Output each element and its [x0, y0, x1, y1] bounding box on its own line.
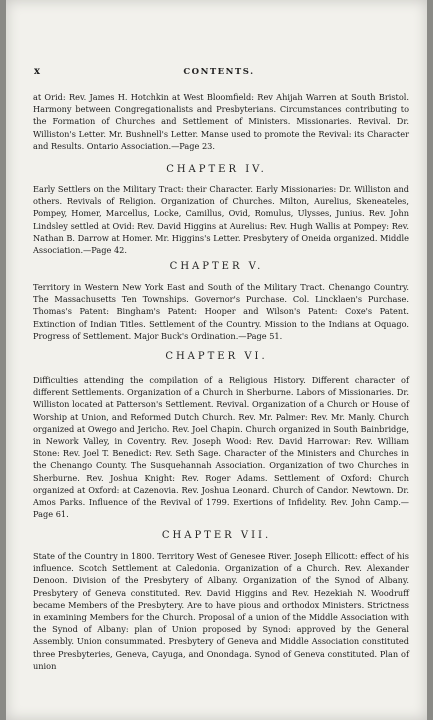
chapter-7-heading: CHAPTER VII. — [161, 530, 272, 541]
page-number: x — [34, 66, 40, 77]
chapter-4-heading: CHAPTER IV. — [166, 164, 267, 175]
chapter-6-paragraph: Difficulties attending the compilation of a Religious History. Different character of different Settlements. Organization of a Church in Sherburne. Labors of Missionaries. Dr. Williston located at Patterson's Settlement. Revival. Organization of a Church or House of Worship at Union, and Reformed Dutch Church. Rev. Mr. Palmer: Rev. Mr. Manly. Church organized at Owego and Jericho. Rev. Joel Chapin. Church organized in South Bainbridge, in Nework Valley, in Coventry. Rev. Joseph Wood: Rev. David Harrowar: Rev. William Stone: Rev. Joel T. Benedict: Rev. Seth Sage. Character of the Ministers and Churches in the Chenango County. The Susquehannah Association. Organization of two Churches in Sherburne. Rev. Joshua Knight: Rev. Roger Adams. Settlement of Oxford: Church organized at Oxford: at Cazenovia. Rev. Joshua Leonard. Church of Candor. Newtown. Dr. Amos Parks. Influence of the Revival of 1799. Exertions of Infidelity. Rev. John Camp.—Page 61. — [33, 375, 409, 520]
chapter-5-paragraph: Territory in Western New York East and South of the Military Tract. Chenango Country. The Massachusetts Ten Townships. Governor's Purchase. Col. Lincklaen's Purchase. Thomas's Patent: Bingham's Patent: Hooper and Wilson's Patent: Coxe's Patent. Extinction of Indian Titles. Settlement of the Country. Mission to the Indians at Oquago. Progress of Settlement. Major Buck's Ordination.—Page 51. — [33, 282, 409, 341]
chapter-4-paragraph: Early Settlers on the Military Tract: their Character. Early Missionaries: Dr. Williston and others. Revivals of Religion. Organization of Churches. Milton, Aurelius, Skeneateles, Pompey, Homer, Marcellus, Locke, Camillus, Ovid, Romulus, Ulysses, Junius. Rev. John Lindsley settled at Ovid: Rev. David Higgins at Aurelius: Rev. Hugh Wallis at Pompey: Rev. Nathan B. Darrow at Homer. Mr. Higgins's Letter. Presbytery of Oneida organized. Middle Association.—Page 42. — [33, 184, 409, 256]
book-page — [6, 0, 427, 720]
chapter-7-paragraph: State of the Country in 1800. Territory West of Genesee River. Joseph Ellicott: effect of his influence. Scotch Settlement at Caledonia. Organization of a Church. Rev. Alexander Denoon. Division of the Presbytery of Albany. Organization of the Synod of Albany. Presbytery of Geneva constituted. Rev. David Higgins and Rev. Hezekiah N. Woodruff became Members of the Presbytery. Are to have pious and orthodox Ministers. Strictness in examining Members for the Church. Proposal of a union of the Middle Association with the Synod of Albany: plan of Union proposed by Synod: approved by the General Assembly. Union consummated. Presbytery of Geneva and Middle Association constituted three Presbyteries, Geneva, Cayuga, and Onondaga. Synod of Geneva constituted. Plan of union — [33, 551, 409, 671]
chapter-6-heading: CHAPTER VI. — [165, 351, 268, 362]
chapter-5-heading: CHAPTER V. — [169, 261, 264, 272]
chapter-3-continued-paragraph: at Orid: Rev. James H. Hotchkin at West Bloomfield: Rev Ahijah Warren at South Bristol. Harmony between Congregationalists and Presbyterians. Circumstances contributing to the Formation of Churches and Settlement of Ministers. Missionaries. Revival. Dr. Williston's Letter. Mr. Bushnell's Letter. Manse used to promote the Revival: its Character and Results. Ontario Association.—Page 23. — [33, 92, 409, 151]
running-head: CONTENTS. — [183, 67, 255, 77]
page-header — [34, 66, 404, 80]
